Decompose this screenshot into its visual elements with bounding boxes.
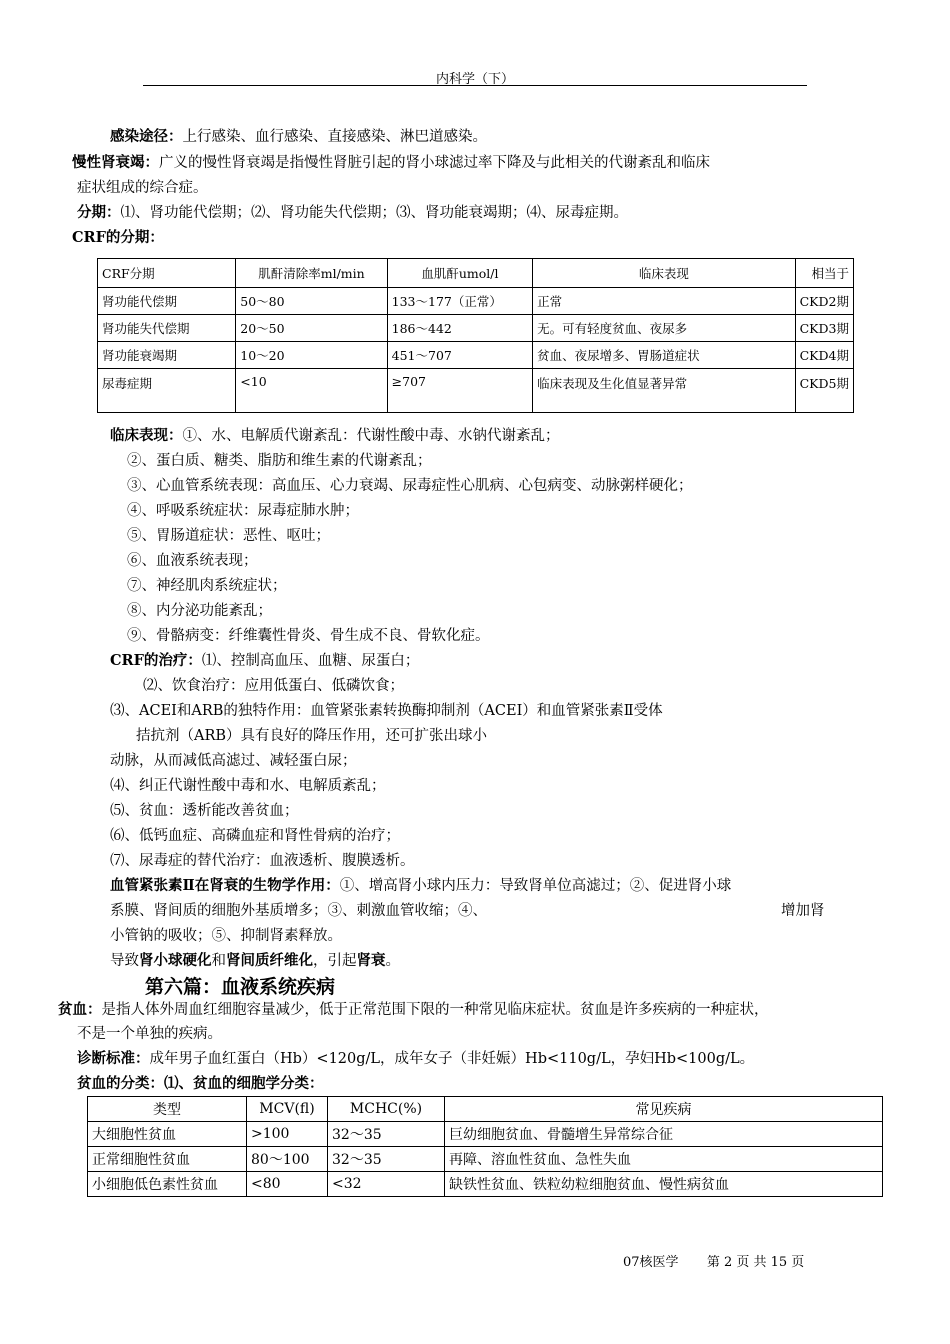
- table-header-cell: 肌酐清除率ml/min: [236, 259, 387, 288]
- table-cell: 无。可有轻度贫血、夜尿多: [533, 315, 795, 342]
- table-cell: >100: [247, 1122, 328, 1147]
- table-cell: 再障、溶血性贫血、急性失血: [445, 1147, 883, 1172]
- crf-definition-label: 慢性肾衰竭：: [72, 154, 159, 171]
- table-cell: 133～177（正常）: [387, 288, 533, 315]
- crf-definition-cont: 症状组成的综合症。: [77, 180, 208, 196]
- diagnostic-criteria: [77, 1049, 754, 1069]
- footer-course: 07核医学: [623, 1255, 679, 1270]
- infection-route-label: 感染途径：: [110, 128, 183, 145]
- table-row: [98, 369, 854, 413]
- table-cell: 正常: [533, 288, 795, 315]
- table-cell: CKD4期: [795, 342, 853, 369]
- treatment-item: ⑵、饮食治疗：应用低蛋白、低磷饮食；: [143, 678, 404, 694]
- table-cell: 肾功能代偿期: [98, 288, 236, 315]
- table-cell: 缺铁性贫血、铁粒幼粒细胞贫血、慢性病贫血: [445, 1172, 883, 1197]
- table-header-cell: 血肌酐umol/l: [387, 259, 533, 288]
- treatment-label: CRF的治疗：: [110, 652, 202, 669]
- anemia-definition-cont: 不是一个单独的疾病。: [77, 1026, 222, 1042]
- treatment-item: ⑷、纠正代谢性酸中毒和水、电解质紊乱；: [110, 778, 386, 794]
- table-cell: 小细胞低色素性贫血: [88, 1172, 247, 1197]
- treatment-item-cont: 动脉，从而减低高滤过、减轻蛋白尿；: [110, 753, 357, 769]
- diagnostic-text: 成年男子血红蛋白（Hb）<120g/L，成年女子（非妊娠）Hb<110g/L，孕妇Hb<100g/L。: [149, 1051, 755, 1067]
- angiotensin-effects: [110, 876, 731, 896]
- angiotensin-label: 血管紧张素Ⅱ在肾衰的生物学作用：: [110, 877, 340, 894]
- treatment-item: ⑸、贫血：透析能改善贫血；: [110, 803, 299, 819]
- section-title: 第六篇：血液系统疾病: [145, 976, 336, 998]
- angiotensin-result: [110, 951, 400, 971]
- table-cell: ≥707: [387, 369, 533, 413]
- table-header-cell: 常见疾病: [445, 1097, 883, 1122]
- page-header: 内科学（下）: [435, 72, 514, 87]
- angiotensin-cont: 系膜、肾间质的细胞外基质增多；③、刺激血管收缩；④、: [110, 903, 487, 919]
- clinical-item: ⑤、胃肠道症状：恶性、呕吐；: [127, 528, 330, 544]
- table-cell: 尿毒症期: [98, 369, 236, 413]
- table-cell: 大细胞性贫血: [88, 1122, 247, 1147]
- crf-stages-label: 分期：: [77, 204, 121, 221]
- table-cell: <32: [328, 1172, 445, 1197]
- angiotensin-text: ①、增高肾小球内压力：导致肾单位高滤过；②、促进肾小球: [339, 878, 732, 894]
- table-header-cell: MCV(fl): [247, 1097, 328, 1122]
- emphasis-renal-failure: 肾衰: [356, 952, 386, 969]
- angiotensin-cont: 小管钠的吸收；⑤、抑制肾素释放。: [110, 928, 342, 944]
- anemia-classification-table: [87, 1096, 883, 1197]
- clinical-item: ⑨、骨骼病变：纤维囊性骨炎、骨生成不良、骨软化症。: [127, 628, 490, 644]
- infection-route: [110, 127, 487, 147]
- emphasis-interstitial-fibrosis: 肾间质纤维化: [226, 952, 313, 969]
- anemia-class-title: 贫血的分类：⑴、贫血的细胞学分类：: [77, 1075, 324, 1092]
- clinical-item: [110, 426, 560, 446]
- table-cell: <10: [236, 369, 387, 413]
- clinical-label: 临床表现：: [110, 427, 183, 444]
- crf-definition-text: 广义的慢性肾衰竭是指慢性肾脏引起的肾小球滤过率下降及与此相关的代谢紊乱和临床: [159, 155, 710, 171]
- footer-page-number: 第 2 页 共 15 页: [706, 1255, 805, 1270]
- treatment-item: [110, 651, 419, 671]
- table-cell: 贫血、夜尿增多、胃肠道症状: [533, 342, 795, 369]
- clinical-item: ⑦、神经肌肉系统症状；: [127, 578, 287, 594]
- table-cell: 10～20: [236, 342, 387, 369]
- anemia-text: 是指人体外周血红细胞容量减少，低于正常范围下限的一种常见临床症状。贫血是许多疾病的一种症状，: [101, 1002, 769, 1018]
- table-header-cell: MCHC(%): [328, 1097, 445, 1122]
- table-cell: 80～100: [247, 1147, 328, 1172]
- table-header-cell: 临床表现: [533, 259, 795, 288]
- clinical-item: ②、蛋白质、糖类、脂肪和维生素的代谢紊乱；: [127, 453, 432, 469]
- text-span: 导致: [110, 953, 139, 969]
- text-span: ，引起: [313, 953, 357, 969]
- emphasis-glomerulosclerosis: 肾小球硬化: [139, 952, 212, 969]
- table-header-row: [98, 259, 854, 288]
- page-footer: [623, 1251, 804, 1270]
- table-cell: <80: [247, 1172, 328, 1197]
- table-cell: 50～80: [236, 288, 387, 315]
- table-cell: 186～442: [387, 315, 533, 342]
- anemia-definition: [58, 1000, 769, 1020]
- table-header-row: [88, 1097, 883, 1122]
- crf-table-title: CRF的分期：: [72, 229, 164, 246]
- table-header-cell: 类型: [88, 1097, 247, 1122]
- clinical-item-text: ①、水、电解质代谢紊乱：代谢性酸中毒、水钠代谢紊乱；: [182, 428, 560, 444]
- table-cell: 巨幼细胞贫血、骨髓增生异常综合征: [445, 1122, 883, 1147]
- table-row: [88, 1122, 883, 1147]
- crf-definition: [72, 153, 710, 173]
- header-rule: [143, 85, 807, 86]
- table-row: [98, 288, 854, 315]
- clinical-item: ④、呼吸系统症状：尿毒症肺水肿；: [127, 503, 359, 519]
- table-row: [98, 342, 854, 369]
- table-row: [98, 315, 854, 342]
- table-cell: CKD3期: [795, 315, 853, 342]
- table-cell: 肾功能衰竭期: [98, 342, 236, 369]
- table-cell: 正常细胞性贫血: [88, 1147, 247, 1172]
- treatment-item: ⑹、低钙血症、高磷血症和肾性骨病的治疗；: [110, 828, 400, 844]
- infection-route-text: 上行感染、血行感染、直接感染、淋巴道感染。: [182, 129, 487, 145]
- crf-stages: [77, 203, 628, 223]
- clinical-item: ⑥、血液系统表现；: [127, 553, 258, 569]
- table-cell: 32～35: [328, 1122, 445, 1147]
- angiotensin-cont: 增加肾: [781, 903, 825, 919]
- table-row: [88, 1172, 883, 1197]
- anemia-label: 贫血：: [58, 1001, 102, 1018]
- treatment-item-cont: 拮抗剂（ARB）具有良好的降压作用，还可扩张出球小: [136, 728, 488, 744]
- treatment-item-text: ⑴、控制高血压、血糖、尿蛋白；: [201, 653, 420, 669]
- crf-stages-text: ⑴、肾功能代偿期；⑵、肾功能失代偿期；⑶、肾功能衰竭期；⑷、尿毒症期。: [120, 205, 628, 221]
- treatment-item: ⑺、尿毒症的替代治疗：血液透析、腹膜透析。: [110, 853, 415, 869]
- table-cell: CKD5期: [795, 369, 853, 413]
- crf-stage-table: [97, 258, 854, 413]
- table-row: [88, 1147, 883, 1172]
- treatment-item: ⑶、ACEI和ARB的独特作用：血管紧张素转换酶抑制剂（ACEI）和血管紧张素Ⅱ受体: [110, 703, 663, 719]
- text-span: 。: [385, 953, 400, 969]
- table-header-cell: 相当于: [795, 259, 853, 288]
- table-cell: 451～707: [387, 342, 533, 369]
- diagnostic-label: 诊断标准：: [77, 1050, 150, 1067]
- table-cell: CKD2期: [795, 288, 853, 315]
- clinical-item: ③、心血管系统表现：高血压、心力衰竭、尿毒症性心肌病、心包病变、动脉粥样硬化；: [127, 478, 693, 494]
- table-cell: 32～35: [328, 1147, 445, 1172]
- table-cell: 肾功能失代偿期: [98, 315, 236, 342]
- clinical-item: ⑧、内分泌功能紊乱；: [127, 603, 272, 619]
- table-cell: 20～50: [236, 315, 387, 342]
- table-cell: 临床表现及生化值显著异常: [533, 369, 795, 413]
- table-header-cell: CRF分期: [98, 259, 236, 288]
- text-span: 和: [211, 953, 226, 969]
